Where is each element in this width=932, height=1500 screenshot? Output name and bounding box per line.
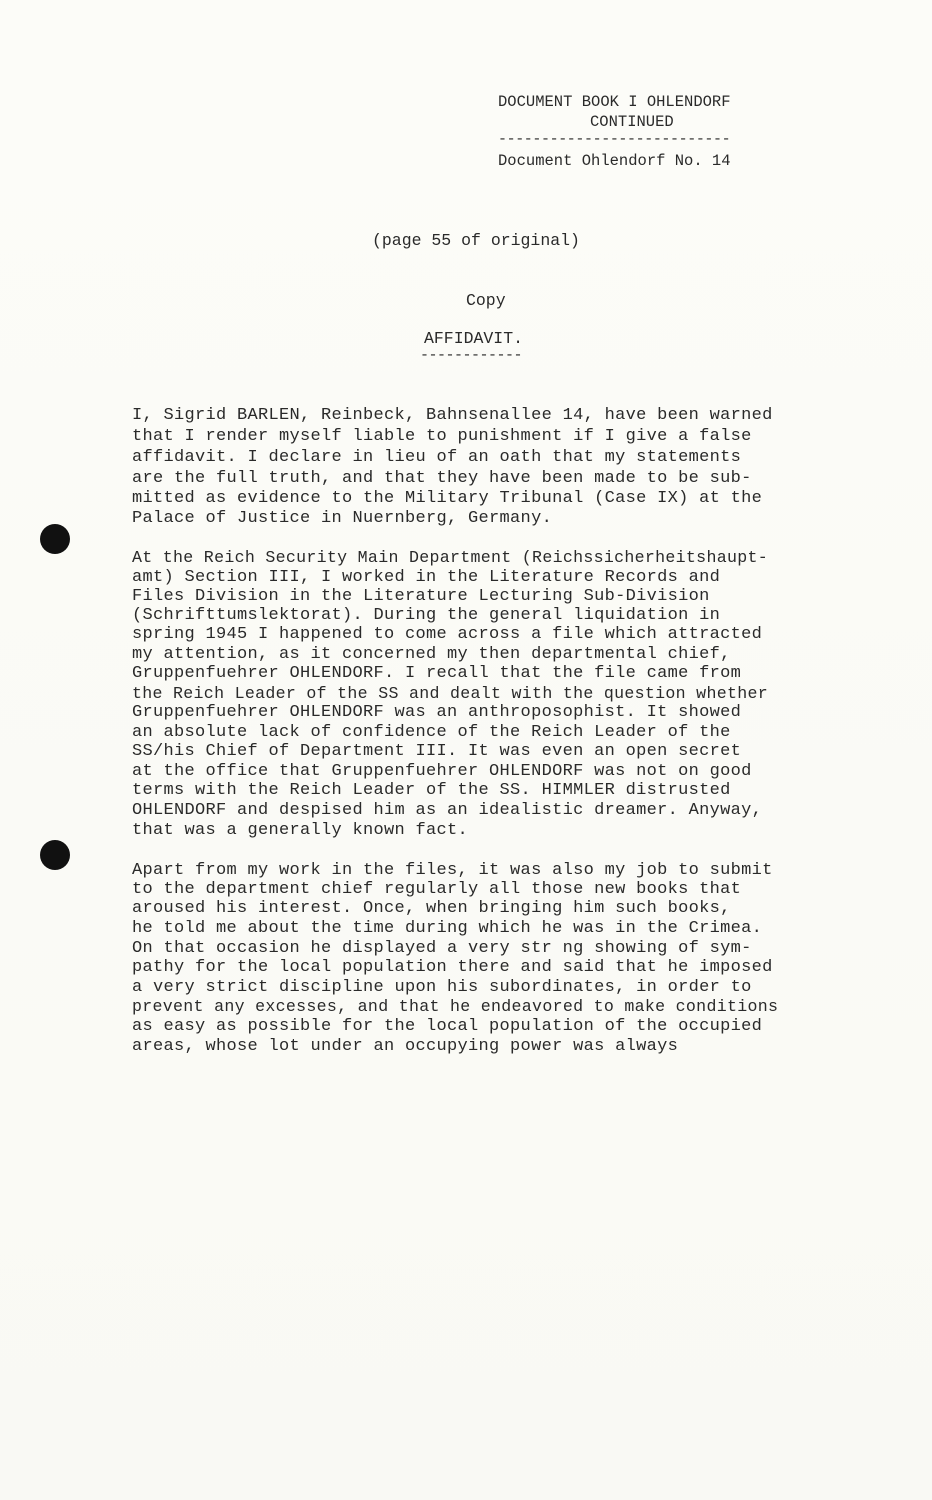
title-rule: ------------ — [420, 347, 523, 364]
copy-label: Copy — [466, 291, 506, 310]
text-line: the Reich Leader of the SS and dealt with the question whether — [132, 684, 768, 703]
text-line: areas, whose lot under an occupying power was always — [132, 1037, 679, 1056]
text-line: affidavit. I declare in lieu of an oath that my statements — [132, 448, 742, 467]
text-line: On that occasion he displayed a very str ng showing of sym- — [132, 939, 752, 958]
text-line: aroused his interest. Once, when bringing him such books, — [132, 899, 731, 918]
punch-hole-top — [40, 524, 70, 554]
text-line: SS/his Chief of Department III. It was even an open secret — [132, 742, 742, 761]
text-line: are the full truth, and that they have been made to be sub- — [132, 469, 752, 488]
text-line: that was a generally known fact. — [132, 821, 469, 840]
text-line: pathy for the local population there and said that he imposed — [132, 958, 773, 977]
text-line: At the Reich Security Main Department (Reichssicherheitshaupt- — [132, 548, 768, 567]
text-line: Gruppenfuehrer OHLENDORF. I recall that the file came from — [132, 664, 742, 683]
text-line: (Schrifttumslektorat). During the general liquidation in — [132, 606, 721, 625]
text-line: an absolute lack of confidence of the Reich Leader of the — [132, 723, 731, 742]
affidavit-title: AFFIDAVIT. — [424, 329, 524, 348]
text-line: a very strict discipline upon his subordinates, in order to — [132, 978, 752, 997]
document-number: Document Ohlendorf No. 14 — [498, 152, 731, 170]
text-line: Gruppenfuehrer OHLENDORF was an anthroposophist. It showed — [132, 703, 742, 722]
text-line: I, Sigrid BARLEN, Reinbeck, Bahnsenallee 14, have been warned — [132, 406, 773, 425]
text-line: as easy as possible for the local population of the occupied — [132, 1017, 763, 1036]
text-line: OHLENDORF and despised him as an idealistic dreamer. Anyway, — [132, 801, 763, 820]
text-line: amt) Section III, I worked in the Literature Records and — [132, 568, 721, 587]
text-line: my attention, as it concerned my then departmental chief, — [132, 645, 731, 664]
text-line: spring 1945 I happened to come across a file which attracted — [132, 625, 763, 644]
text-line: prevent any excesses, and that he endeavored to make conditions — [132, 997, 779, 1016]
punch-hole-bottom — [40, 840, 70, 870]
text-line: to the department chief regularly all those new books that — [132, 880, 742, 899]
text-line: mitted as evidence to the Military Tribunal (Case IX) at the — [132, 489, 763, 508]
header-continued: CONTINUED — [590, 113, 674, 131]
text-line: terms with the Reich Leader of the SS. HIMMLER distrusted — [132, 781, 731, 800]
text-line: he told me about the time during which he was in the Crimea. — [132, 919, 763, 938]
text-line: Files Division in the Literature Lecturing Sub-Division — [132, 587, 710, 606]
text-line: Apart from my work in the files, it was also my job to submit — [132, 861, 773, 880]
header-book-title: DOCUMENT BOOK I OHLENDORF — [498, 93, 731, 111]
page-reference: (page 55 of original) — [372, 231, 580, 250]
text-line: Palace of Justice in Nuernberg, Germany. — [132, 509, 553, 528]
text-line: that I render myself liable to punishment if I give a false — [132, 427, 752, 446]
header-rule: --------------------------- — [498, 131, 731, 148]
text-line: at the office that Gruppenfuehrer OHLENDORF was not on good — [132, 762, 752, 781]
